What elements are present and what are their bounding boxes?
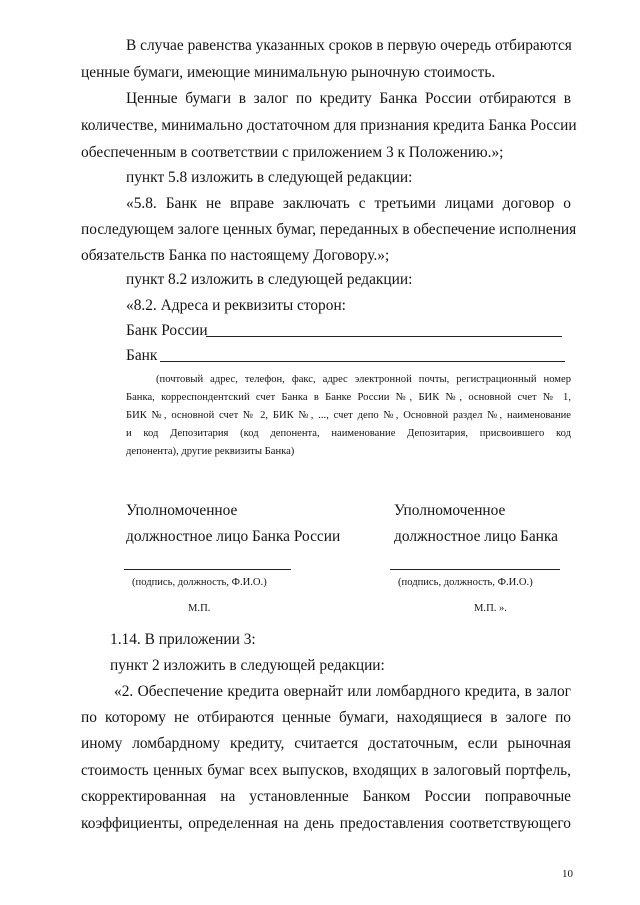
- signature-right-title-1: Уполномоченное: [394, 502, 506, 519]
- signature-left-title-1: Уполномоченное: [126, 502, 238, 519]
- requisites-note-line-4: и код Депозитария (код депонента, наименование Депозитария, присвоившего код: [126, 428, 571, 439]
- para2-line-2: количестве, минимально достаточном для признания кредита Банка России: [81, 117, 577, 134]
- signature-left-line: [124, 569, 291, 570]
- para1-line-1: В случае равенства указанных сроков в первую очередь отбираются: [126, 37, 572, 54]
- section-1-14-heading: 1.14. В приложении 3:: [110, 631, 256, 648]
- item-2-line-3: иному ломбардному кредиту, считается достаточным, если рыночная: [81, 735, 571, 752]
- bank-label: Банк: [126, 347, 158, 364]
- bank-fill-line: [160, 361, 565, 362]
- item-2-line-2: по которому не отбираются ценные бумаги, находящиеся в залоге по: [81, 709, 571, 726]
- signature-right-line: [390, 569, 560, 570]
- bank-russia-label: Банк России: [126, 322, 208, 339]
- requisites-note-line-5: депонента), другие реквизиты Банка): [126, 446, 295, 457]
- item-2-line-6: коэффициенты, определенная на день предоставления соответствующего: [81, 815, 571, 832]
- page-number: 10: [562, 868, 573, 880]
- requisites-note-line-1: (почтовый адрес, телефон, факс, адрес электронной почты, регистрационный номер: [156, 374, 571, 385]
- bank-russia-fill-line: [206, 336, 562, 337]
- item-2-line-5: скорректированная на установленные Банком России поправочные: [81, 788, 571, 805]
- para2-line-1: Ценные бумаги в залог по кредиту Банка России отбираются в: [126, 90, 571, 107]
- item-5-8-line-3: обязательств Банка по настоящему Договору.»;: [81, 247, 390, 264]
- signature-left-stamp: М.П.: [188, 603, 211, 614]
- item-8-2-intro: пункт 8.2 изложить в следующей редакции:: [126, 271, 413, 288]
- item-2-intro: пункт 2 изложить в следующей редакции:: [110, 657, 385, 674]
- requisites-note-line-3: БИК №, основной счет № 2, БИК №, ..., счет депо №, Основной раздел №, наименование: [126, 410, 571, 421]
- signature-right-stamp: М.П. ».: [474, 603, 507, 614]
- para2-line-3: обеспеченным в соответствии с приложением 3 к Положению.»;: [81, 144, 504, 161]
- signature-left-title-2: должностное лицо Банка России: [126, 528, 341, 545]
- item-5-8-intro: пункт 5.8 изложить в следующей редакции:: [126, 169, 413, 186]
- item-5-8-line-2: последующем залоге ценных бумаг, переданных в обеспечение исполнения: [81, 221, 577, 238]
- para1-line-2: ценные бумаги, имеющие минимальную рыночную стоимость.: [81, 64, 496, 81]
- item-2-line-4: стоимость ценных бумаг всех выпусков, входящих в залоговый портфель,: [81, 762, 571, 779]
- item-2-line-1: «2. Обеспечение кредита овернайт или ломбардного кредита, в залог: [114, 683, 571, 700]
- signature-right-title-2: должностное лицо Банка: [394, 528, 558, 545]
- signature-left-caption: (подпись, должность, Ф.И.О.): [132, 577, 267, 588]
- signature-right-caption: (подпись, должность, Ф.И.О.): [398, 577, 533, 588]
- requisites-note-line-2: Банка, корреспондентский счет Банка в Банке России №, БИК №, основной счет № 1,: [126, 392, 571, 403]
- item-8-2-heading: «8.2. Адреса и реквизиты сторон:: [126, 297, 346, 314]
- item-5-8-line-1: «5.8. Банк не вправе заключать с третьими лицами договор о: [126, 195, 571, 212]
